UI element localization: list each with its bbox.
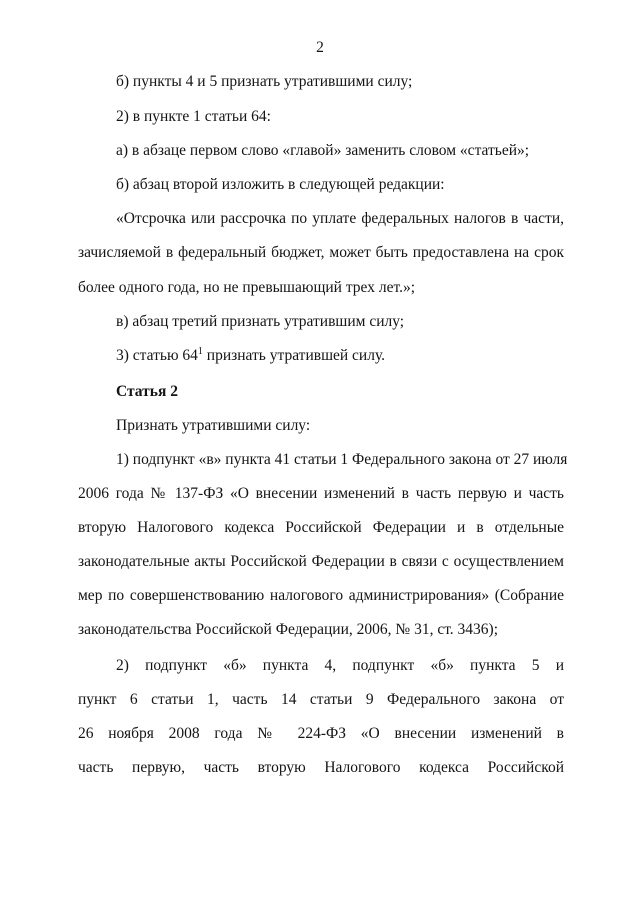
paragraph-text: признать утратившей силу.: [202, 347, 386, 364]
paragraph-line: Признать утратившими силу:: [116, 417, 311, 434]
paragraph-line: пункт 6 статьи 1, часть 14 статьи 9 Федерального закона от: [78, 691, 564, 708]
paragraph-line: а) в абзаце первом слово «главой» заменить словом «статьей»;: [116, 142, 530, 159]
page-number: 2: [316, 39, 324, 56]
paragraph-line: «Отсрочка или рассрочка по уплате федеральных налогов в части,: [116, 210, 564, 227]
paragraph-line: б) пункты 4 и 5 признать утратившими силу;: [116, 73, 413, 90]
paragraph-text: 3) статью 64: [116, 347, 198, 364]
paragraph-line: в) абзац третий признать утратившим силу;: [116, 313, 405, 330]
paragraph-line: часть первую, часть вторую Налогового кодекса Российской: [78, 759, 564, 776]
paragraph-line: 26 ноября 2008 года № 224-ФЗ «О внесении изменений в: [78, 725, 564, 742]
paragraph-line: вторую Налогового кодекса Российской Федерации и в отдельные: [78, 519, 564, 536]
paragraph-line: 2006 года № 137-ФЗ «О внесении изменений в часть первую и часть: [78, 485, 564, 502]
paragraph-line: б) абзац второй изложить в следующей редакции:: [116, 176, 445, 193]
paragraph-line: более одного года, но не превышающий трех лет.»;: [78, 279, 416, 296]
paragraph-line: мер по совершенствованию налогового администрирования» (Собрание: [78, 587, 564, 604]
article-heading: Статья 2: [116, 383, 178, 400]
paragraph-line: 1) подпункт «в» пункта 41 статьи 1 Федерального закона от 27 июля: [116, 451, 568, 468]
superscript: 1: [197, 345, 203, 357]
paragraph-line: 2) в пункте 1 статьи 64:: [116, 108, 271, 125]
paragraph-line: законодательства Российской Федерации, 2006, № 31, ст. 3436);: [78, 621, 499, 638]
paragraph-line: законодательные акты Российской Федерации в связи с осуществлением: [78, 553, 564, 570]
paragraph-line: 2) подпункт «б» пункта 4, подпункт «б» пункта 5 и: [116, 657, 564, 674]
paragraph-line: [116, 347, 385, 365]
paragraph-line: зачисляемой в федеральный бюджет, может быть предоставлена на срок: [78, 244, 564, 261]
